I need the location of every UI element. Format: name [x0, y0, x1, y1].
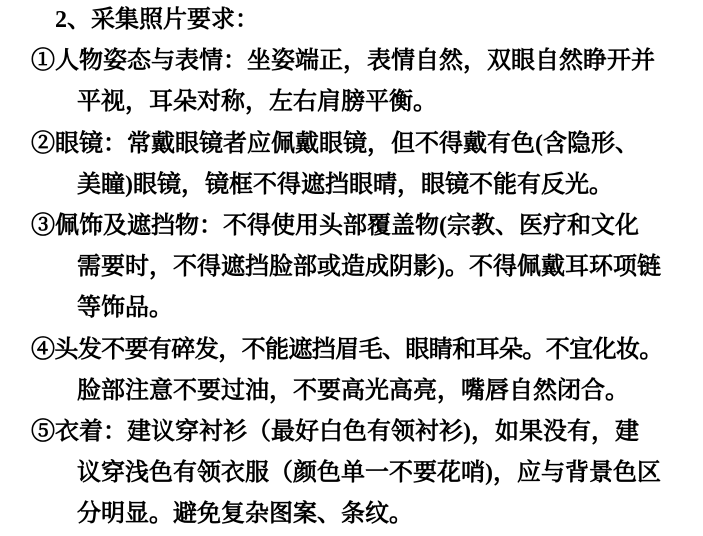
list-item-3-line-3: 等饰品。	[77, 295, 173, 322]
list-item-5-line-2: 议穿浅色有领衣服（颜色单一不要花哨)，应与背景色区	[77, 460, 661, 487]
list-item-1-line-1: ①人物姿态与表情：坐姿端正，表情自然，双眼自然睁开并	[31, 48, 655, 75]
list-item-1-line-2: 平视，耳朵对称，左右肩膀平衡。	[77, 89, 437, 116]
section-heading: 2、采集照片要求：	[55, 7, 259, 33]
list-item-3-line-1: ③佩饰及遮挡物：不得使用头部覆盖物(宗教、医疗和文化	[31, 212, 639, 239]
list-item-3-line-2: 需要时，不得遮挡脸部或造成阴影)。不得佩戴耳环项链	[77, 254, 661, 281]
list-item-2-line-1: ②眼镜：常戴眼镜者应佩戴眼镜，但不得戴有色(含隐形、	[31, 130, 639, 157]
list-item-5-line-3: 分明显。避免复杂图案、条纹。	[77, 501, 413, 528]
list-item-4-line-1: ④头发不要有碎发，不能遮挡眉毛、眼睛和耳朵。不宜化妆。	[31, 336, 663, 363]
list-item-5-line-1: ⑤衣着：建议穿衬衫（最好白色有领衬衫)，如果没有，建	[31, 418, 639, 445]
list-item-4-line-2: 脸部注意不要过油，不要高光高亮，嘴唇自然闭合。	[77, 377, 629, 404]
list-item-2-line-2: 美瞳)眼镜，镜框不得遮挡眼晴，眼镜不能有反光。	[77, 171, 613, 198]
